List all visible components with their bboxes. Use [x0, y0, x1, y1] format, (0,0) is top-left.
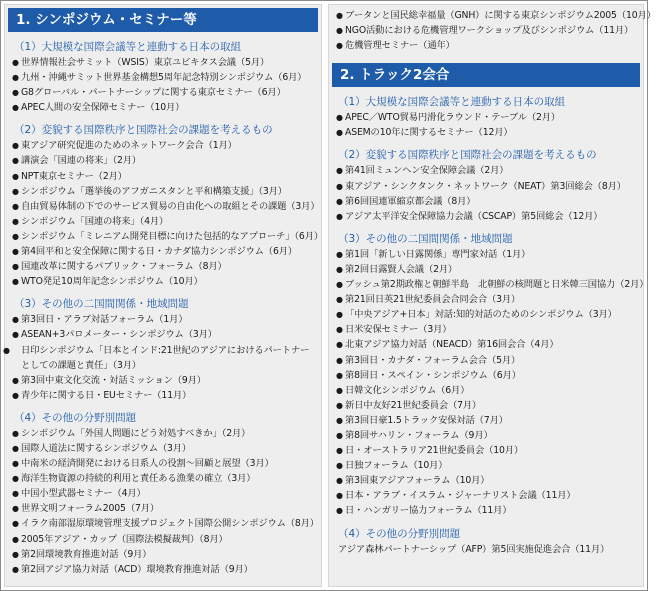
list-item	[12, 532, 317, 547]
list-item-text: 日韓文化シンポジウム（6月）	[345, 384, 470, 396]
list-item	[12, 426, 317, 441]
list-item-text: 危機管理セミナー（通年）	[345, 40, 455, 52]
bullet-icon: ●	[12, 504, 19, 514]
list-item-text: NPT東京セミナー（2月）	[21, 170, 127, 182]
bullet-icon: ●	[12, 489, 19, 499]
bullet-icon: ●	[12, 262, 19, 272]
bullet-icon: ●	[12, 375, 19, 385]
bullet-icon: ●	[12, 156, 19, 166]
list-item-text: ブッシュ第2期政権と朝鮮半島 北朝鮮の核問題と日米韓三国協力（2月）	[345, 279, 649, 291]
bullet-icon: ●	[336, 476, 343, 486]
list-item	[12, 169, 317, 184]
subsection-title: （1）大規模な国際会議等と連動する日本の取組	[14, 41, 242, 53]
bullet-icon: ●	[336, 41, 343, 51]
list-item	[336, 110, 639, 125]
list-item-text: APEC／WTO貿易円滑化ラウンド・テーブル（2月）	[345, 112, 561, 124]
list-item	[336, 488, 639, 503]
bullet-icon: ●	[336, 128, 343, 138]
bullet-icon: ●	[336, 491, 343, 501]
bullet-icon: ●	[336, 400, 343, 410]
list-item	[12, 259, 317, 274]
subsection-title: （2）変貌する国際秩序と国際社会の課題を考えるもの	[338, 149, 597, 162]
item-list	[329, 163, 643, 223]
list-item	[12, 388, 317, 403]
list-item-text: 北東アジア協力対話（NEACD）第16回会合（4月）	[345, 339, 559, 351]
list-item-text: アジア太平洋安全保障協力会議（CSCAP）第5回総会（12月）	[345, 210, 603, 222]
list-item	[12, 138, 317, 153]
bullet-icon: ●	[336, 280, 343, 290]
bullet-icon: ●	[12, 549, 19, 559]
list-item-text: 東アジア研究促進のためのネットワーク会合（1月）	[21, 140, 237, 152]
bullet-icon: ●	[336, 385, 343, 395]
section-header-track2: 2. トラック2会合	[332, 63, 640, 87]
bullet-icon: ●	[12, 428, 19, 438]
bullet-icon: ●	[12, 141, 19, 151]
bullet-icon: ●	[12, 58, 19, 67]
list-item	[12, 471, 317, 486]
list-item	[12, 244, 317, 259]
list-item	[336, 209, 639, 224]
bullet-icon: ●	[12, 564, 19, 574]
list-item-text: 東アジア・シンクタンク・ネットワーク（NEAT）第3回総会（8月）	[345, 180, 626, 192]
bullet-icon: ●	[12, 186, 19, 196]
list-item-text: 第41回ミュンヘン安全保障会議（2月）	[345, 165, 509, 177]
list-item-text: 第3回日・カナダ・フォーラム会合（5月）	[345, 354, 521, 366]
list-item-text: 日・オーストラリア21世紀委員会（10月）	[345, 445, 524, 457]
subsection	[329, 95, 643, 140]
left-sections	[5, 40, 321, 577]
list-item	[336, 179, 639, 194]
bullet-icon: ●	[336, 211, 343, 221]
item-list	[329, 247, 649, 519]
list-item	[336, 8, 656, 23]
list-item-text: 第3回日豪1.5トラック安保対話（7月）	[345, 414, 508, 426]
list-item-text: 日独フォーラム（10月）	[345, 460, 448, 472]
bullet-icon: ●	[336, 310, 343, 320]
list-item	[12, 70, 317, 85]
list-item	[336, 125, 639, 140]
list-item-text: 第8回日・スペイン・シンポジウム（6月）	[345, 369, 521, 381]
bullet-icon: ●	[336, 325, 343, 335]
list-item	[336, 368, 639, 383]
list-item	[12, 199, 320, 214]
list-item-text: シンポジウム「選挙後のアフガニスタンと平和構築支援」（3月）	[21, 185, 287, 197]
list-item	[336, 277, 649, 292]
subsection-title: （1）大規模な国際会議等と連動する日本の取組	[338, 96, 566, 109]
bullet-icon: ●	[336, 340, 343, 350]
list-item	[336, 413, 639, 428]
list-item-text: 海洋生物資源の持続的利用と責任ある漁業の確立（3月）	[21, 473, 256, 485]
list-item-text: 第1回「新しい日露関係」専門家対話（1月）	[345, 248, 531, 260]
bullet-icon: ●	[336, 181, 343, 191]
item-list	[5, 312, 321, 403]
list-item-text: 第4回平和と安全保障に関する日・カナダ協力シンポジウム（6月）	[21, 246, 297, 258]
list-item	[336, 398, 639, 413]
list-item-text: 中国小型武器セミナー（4月）	[21, 488, 146, 500]
bullet-icon: ●	[12, 315, 19, 325]
list-item-text: 九州・沖縄サミット世界基金構想5周年記念特別シンポジウム（6月）	[21, 72, 307, 84]
subsection-title: （3）その他の二国間関係・地域問題	[338, 232, 513, 245]
item-list	[5, 55, 321, 115]
list-item-text: 第21回日英21世紀委員会合同会合（3月）	[345, 294, 521, 306]
list-item	[12, 274, 317, 289]
list-item	[12, 184, 317, 199]
bullet-icon: ●	[12, 88, 19, 98]
list-item-text: 第3回日・アラブ対話フォーラム（1月）	[21, 314, 188, 326]
bullet-icon: ●	[12, 443, 19, 453]
list-item-text: 第2回アジア協力対話（ACD）環境教育推進対話（9月）	[21, 563, 253, 575]
bullet-icon: ●	[336, 196, 343, 206]
list-item-text: NGO活動における危機管理ワークショップ及びシンポジウム（11月）	[345, 25, 634, 37]
list-item	[12, 55, 317, 70]
list-item	[12, 441, 317, 456]
bullet-icon: ●	[336, 264, 343, 274]
item-list	[329, 110, 643, 140]
left-column	[4, 4, 322, 587]
subsection	[329, 527, 643, 557]
list-item	[336, 262, 639, 277]
subsection-title: （4）その他の分野別問題	[338, 527, 461, 540]
list-item	[336, 247, 639, 262]
bullet-icon: ●	[12, 459, 19, 469]
list-item-text: 国連改革に関するパブリック・フォーラム（8月）	[21, 261, 227, 273]
bullet-icon: ●	[336, 446, 343, 456]
subsection	[5, 123, 321, 289]
list-item-text: 日本・アラブ・イスラム・ジャーナリスト会議（11月）	[345, 490, 576, 502]
list-item	[12, 229, 323, 244]
list-item-text: ASEMの10年に関するセミナー（12月）	[345, 127, 513, 139]
list-item	[12, 312, 317, 327]
list-item	[336, 503, 639, 518]
bullet-icon: ●	[3, 345, 10, 355]
subsection	[329, 148, 643, 223]
bullet-icon: ●	[12, 390, 19, 400]
bullet-icon: ●	[336, 370, 343, 380]
list-item-text: 世界文明フォーラム2005（7月）	[21, 503, 160, 515]
subsection	[5, 297, 321, 403]
list-item	[336, 353, 639, 368]
list-item	[336, 38, 639, 53]
bullet-icon: ●	[336, 355, 343, 365]
subsection	[329, 232, 649, 519]
list-item-text: 第8回サハリン・フォーラム（9月）	[345, 429, 493, 441]
list-item	[12, 486, 317, 501]
list-item-text: 中南米の経済開発における日系人の役割〜回顧と展望（3月）	[21, 458, 274, 470]
continued-list	[329, 8, 656, 53]
list-item-text: シンポジウム「外国人問題にどう対処すべきか」（2月）	[21, 427, 251, 439]
bullet-icon: ●	[12, 534, 19, 544]
list-item-text: シンポジウム「国連の将来」（4月）	[21, 215, 169, 227]
list-item	[336, 292, 639, 307]
list-item	[12, 214, 317, 229]
list-item-text: 青少年に関する日・EUセミナー（11月）	[21, 389, 192, 401]
bullet-icon: ●	[336, 415, 343, 425]
bullet-icon: ●	[336, 11, 343, 20]
list-item	[336, 307, 639, 322]
bullet-icon: ●	[12, 73, 19, 83]
bullet-icon: ●	[12, 247, 19, 257]
list-item-text: シンポジウム「ミレニアム開発目標に向けた包括的なアプローチ」（6月）	[21, 230, 323, 242]
list-item-text: 新日中友好21世紀委員会（7月）	[345, 399, 482, 411]
list-item-text: 第3回中東文化交流・対話ミッション（9月）	[21, 374, 206, 386]
subsection-title: （2）変貌する国際秩序と国際社会の課題を考えるもの	[14, 124, 273, 137]
list-item-text: 日・ハンガリー協力フォーラム（11月）	[345, 505, 512, 517]
list-item	[12, 153, 317, 168]
list-item-text: 講演会「国連の将来」（2月）	[21, 155, 142, 167]
list-item-text: ASEAN+3パロメーター・シンポジウム（3月）	[21, 329, 217, 341]
list-item	[3, 343, 317, 373]
bullet-icon: ●	[336, 295, 343, 305]
list-item	[336, 163, 639, 178]
bullet-icon: ●	[12, 474, 19, 484]
list-item-text: APEC人間の安全保障セミナー（10月）	[21, 102, 185, 114]
subsection	[5, 40, 321, 115]
list-item	[336, 383, 639, 398]
list-item	[12, 547, 317, 562]
list-item-text: 第6回国連軍縮京都会議（8月）	[345, 195, 476, 207]
bullet-icon: ●	[336, 506, 343, 516]
bullet-icon: ●	[12, 519, 19, 529]
list-item	[336, 337, 639, 352]
list-item	[336, 194, 639, 209]
list-item	[12, 562, 317, 577]
list-item	[336, 428, 639, 443]
list-item-text: 日米安保セミナー（3月）	[345, 324, 452, 336]
bullet-icon: ●	[336, 461, 343, 471]
subsection-title: （4）その他の分野別問題	[14, 411, 137, 424]
bullet-icon: ●	[12, 103, 19, 113]
list-item-text: WTO発足10周年記念シンポジウム（10月）	[21, 276, 203, 288]
right-sections	[329, 95, 649, 556]
right-column	[328, 4, 656, 587]
list-item-text: 国際人道法に関するシンポジウム（3月）	[21, 442, 192, 454]
item-list	[5, 138, 321, 289]
list-item	[12, 327, 317, 342]
bullet-icon: ●	[12, 277, 19, 287]
plain-entry: アジア森林パートナーシップ（AFP）第5回実施促進会合（11月）	[338, 543, 610, 555]
list-item-text: G8グローバル・パートナーシップに関する東京セミナー（6月）	[21, 87, 286, 99]
list-item	[336, 322, 639, 337]
subsection-title: （3）その他の二国間関係・地域問題	[14, 298, 189, 311]
list-item	[336, 443, 639, 458]
list-item-text: 世界情報社会サミット（WSIS）東京ユビキタス会議（5月）	[21, 57, 270, 68]
list-item-text: 自由貿易体制の下でのサービス貿易の自由化への取組とその課題（3月）	[21, 200, 320, 212]
bullet-icon: ●	[336, 166, 343, 176]
list-item	[12, 373, 317, 388]
list-item	[12, 85, 317, 100]
bullet-icon: ●	[12, 216, 19, 226]
bullet-icon: ●	[12, 231, 19, 241]
list-item-text: 第2回日露賢人会議（2月）	[345, 263, 458, 275]
subsection	[5, 411, 321, 577]
list-item-text: ブータンと国民総幸福量（GNH）に関する東京シンポジウム2005（10月）	[345, 10, 656, 21]
list-item	[336, 23, 639, 38]
list-item	[12, 456, 317, 471]
list-item	[12, 516, 317, 531]
list-item-text: 2005年アジア・カップ（国際法模擬裁判）（8月）	[21, 533, 228, 545]
bullet-icon: ●	[336, 430, 343, 440]
bullet-icon: ●	[336, 249, 343, 259]
bullet-icon: ●	[12, 330, 19, 340]
bullet-icon: ●	[12, 171, 19, 181]
list-item-text: 第3回東アジアフォーラム（10月）	[345, 475, 490, 487]
list-item-text: 第2回環境教育推進対話（9月）	[21, 548, 152, 560]
list-item	[12, 100, 317, 115]
list-item	[12, 501, 317, 516]
list-item-text: イラク南部湿原環境管理支援プロジェクト国際公開シンポジウム（8月）	[21, 518, 319, 530]
list-item	[336, 473, 639, 488]
item-list	[5, 426, 321, 577]
section-header-symposia: 1. シンポジウム・セミナー等	[8, 8, 318, 32]
bullet-icon: ●	[336, 26, 343, 36]
list-item	[336, 458, 639, 473]
bullet-icon: ●	[12, 201, 19, 211]
bullet-icon: ●	[336, 113, 343, 123]
list-item-text: 日印シンポジウム「日本とインド:21世紀のアジアにおけるパートナーとしての課題と責任」（3月）	[21, 344, 310, 371]
list-item-text: 「中央アジア+日本」対話:知的対話のためのシンポジウム（3月）	[345, 309, 617, 321]
